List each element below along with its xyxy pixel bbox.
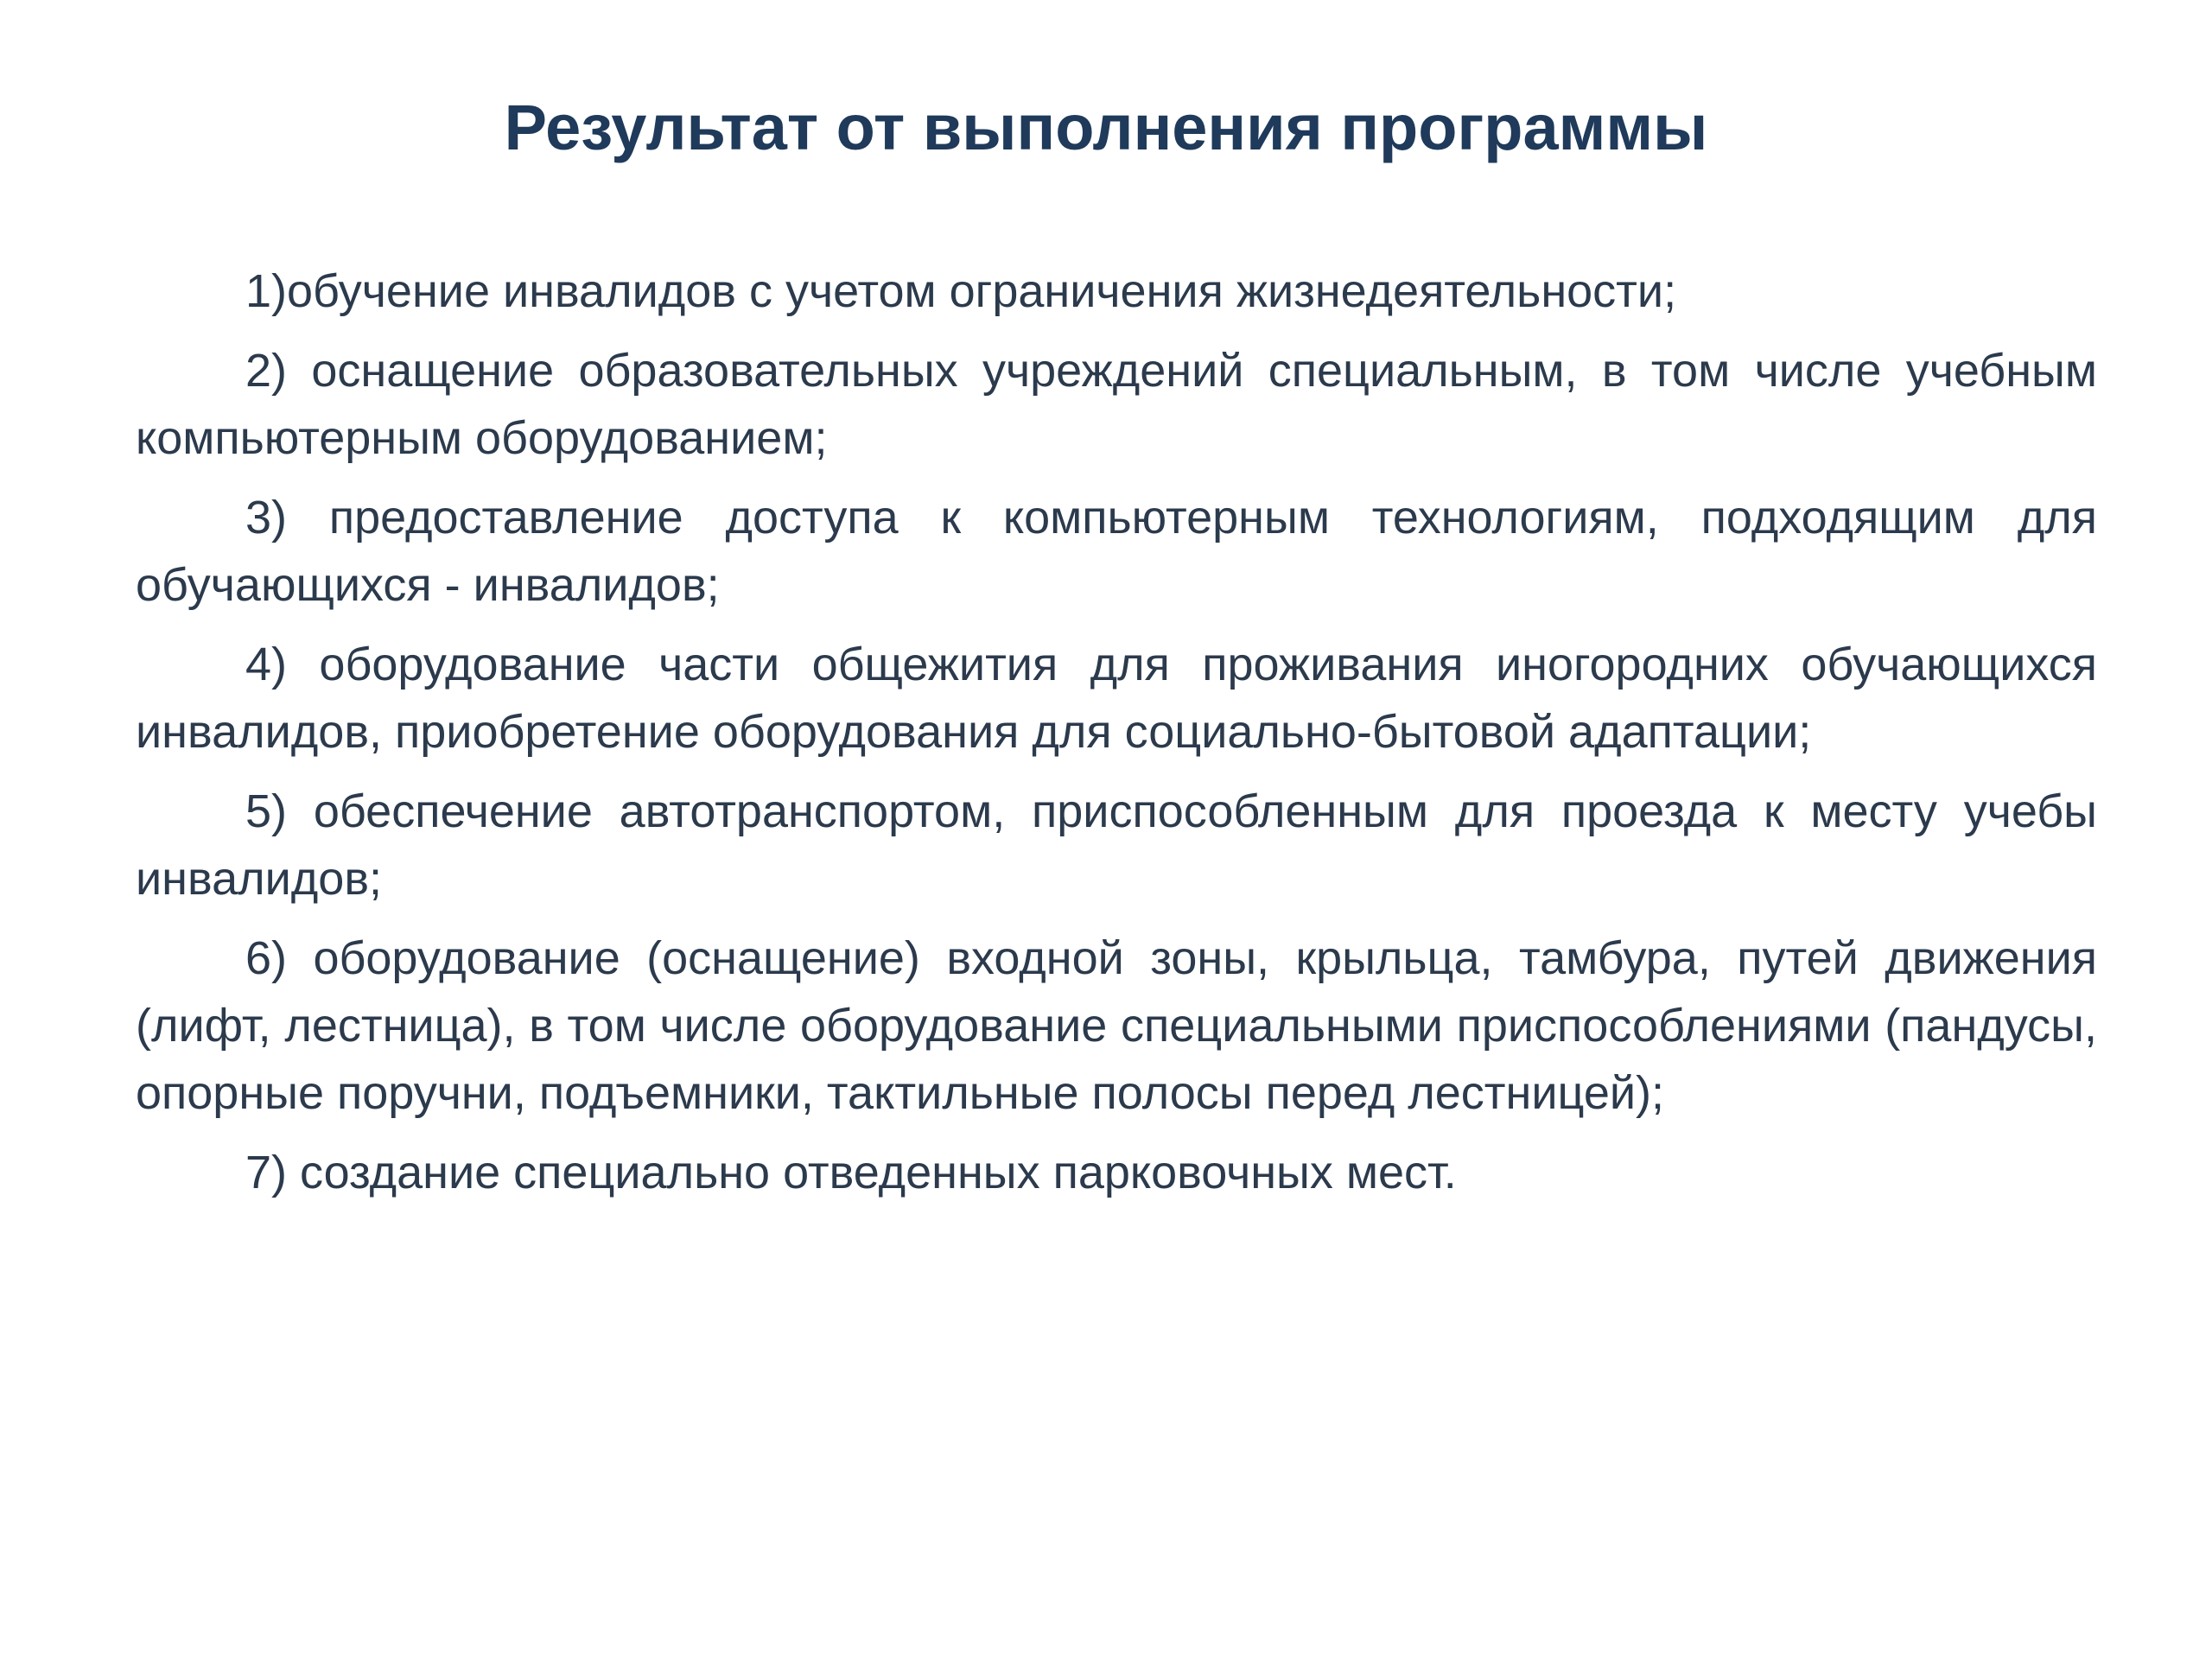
list-item: 1)обучение инвалидов с учетом ограничения жизнедеятельности; — [245, 265, 1677, 317]
list-item: 4) оборудование части общежития для проживания иногородних обучающихся инвалидов, приобретение оборудования для социально-бытовой адаптации; — [136, 639, 2097, 758]
list-item: 6) оборудование (оснащение) входной зоны, крыльца, тамбура, путей движения (лифт, лестница), в том числе оборудование специальными приспособлениями (пандусы, опорные поручни, подъемники, тактильные полосы перед лестницей); — [136, 932, 2097, 1119]
slide-title: Результат от выполнения программы — [504, 92, 1708, 163]
list-item: 7) создание специально отведенных парковочных мест. — [245, 1147, 1457, 1198]
list-item: 5) обеспечение автотранспортом, приспособленным для проезда к месту учебы инвалидов; — [136, 785, 2097, 905]
results-list — [136, 257, 2097, 1218]
list-item: 3) предоставление доступа к компьютерным технологиям, подходящим для обучающихся - инвалидов; — [136, 492, 2097, 611]
list-item: 2) оснащение образовательных учреждений специальным, в том числе учебным компьютерным оборудованием; — [136, 345, 2097, 464]
